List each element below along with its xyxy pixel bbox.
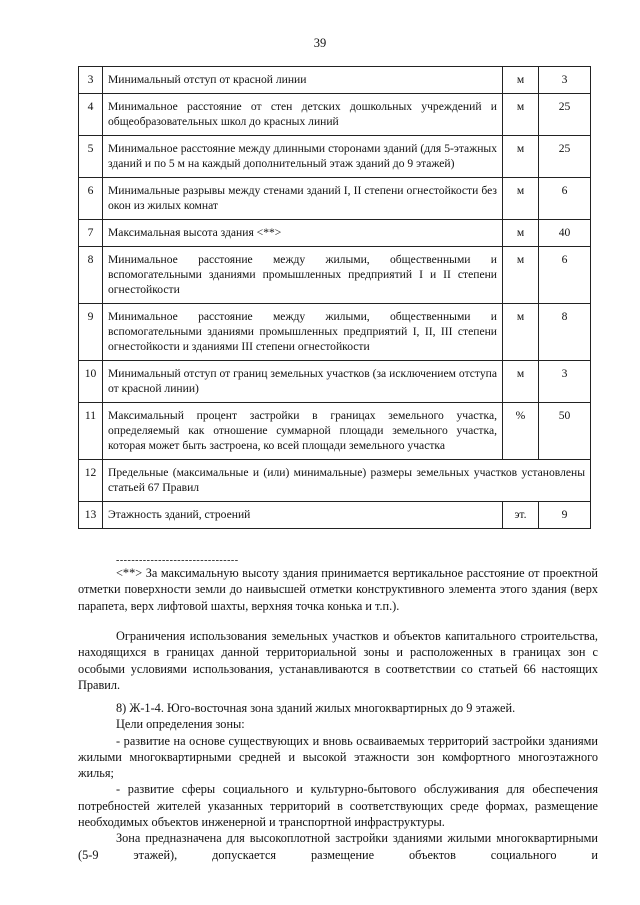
- row-number: 8: [79, 247, 103, 304]
- row-unit: м: [503, 67, 539, 94]
- restrictions-block: [78, 628, 598, 693]
- row-unit: м: [503, 136, 539, 178]
- row-value: 3: [539, 361, 591, 403]
- footnote-text: <**> За максимальную высоту здания принимается вертикальное расстояние от проектной отметки поверхности земли до наивысшей отметки конструктивного элемента этого здания (верх парапета, верх лифтовой шахты, верхняя точка конька и т.п.).: [78, 566, 598, 613]
- table-row: [79, 136, 591, 178]
- row-number: 3: [79, 67, 103, 94]
- row-unit: м: [503, 304, 539, 361]
- table-row: [79, 67, 591, 94]
- row-description: Минимальное расстояние между длинными сторонами зданий (для 5-этажных зданий и по 5 м на каждый дополнительный этаж зданий до 9 этажей): [103, 136, 503, 178]
- row-number: 13: [79, 502, 103, 529]
- zone-goals-label: Цели определения зоны:: [116, 717, 245, 732]
- table-row: [79, 460, 591, 502]
- row-unit: м: [503, 247, 539, 304]
- table-row: [79, 502, 591, 529]
- table-row: [79, 94, 591, 136]
- row-description: Минимальное расстояние между жилыми, общественными и вспомогательными зданиями промышленных предприятий I и II степени огнестойкости: [103, 247, 503, 304]
- table-row: [79, 247, 591, 304]
- row-number: 4: [79, 94, 103, 136]
- row-number: 6: [79, 178, 103, 220]
- row-description: Максимальный процент застройки в границах земельного участка, определяемый как отношение суммарной площади земельного участка, которая может быть застроена, ко всей площади земельного участка: [103, 403, 503, 460]
- row-value: 3: [539, 67, 591, 94]
- table-row: [79, 178, 591, 220]
- row-description: Максимальная высота здания <**>: [103, 220, 503, 247]
- parameters-table-body: [79, 67, 591, 529]
- parameters-table: [78, 66, 591, 529]
- row-unit: м: [503, 94, 539, 136]
- row-value: 50: [539, 403, 591, 460]
- row-value: 25: [539, 94, 591, 136]
- row-unit: %: [503, 403, 539, 460]
- table-row: [79, 361, 591, 403]
- row-unit: м: [503, 178, 539, 220]
- row-unit: м: [503, 220, 539, 247]
- row-unit: м: [503, 361, 539, 403]
- zone-goal-1: - развитие на основе существующих и вновь осваиваемых территорий застройки зданиями жилыми многоквартирными средней и высокой этажности зон комфортного многоэтажного жилья;: [78, 733, 598, 781]
- row-value: 6: [539, 247, 591, 304]
- row-number: 11: [79, 403, 103, 460]
- row-description: Минимальное расстояние от стен детских дошкольных учреждений и общеобразовательных школ до красных линий: [103, 94, 503, 136]
- table-row: [79, 220, 591, 247]
- row-description: Предельные (максимальные и (или) минимальные) размеры земельных участков установлены статьей 67 Правил: [103, 460, 591, 502]
- footnote-separator: --------------------------------: [116, 555, 239, 566]
- row-number: 5: [79, 136, 103, 178]
- row-number: 12: [79, 460, 103, 502]
- restrictions-text: Ограничения использования земельных участков и объектов капитального строительства, находящихся в границах данной территориальной зоны и расположенных в границах зон с особыми условиями использования, устанавливаются в соответствии со статьей 66 настоящих Правил.: [78, 629, 598, 692]
- row-value: 6: [539, 178, 591, 220]
- row-description: Минимальный отступ от границ земельных участков (за исключением отступа от красной линии): [103, 361, 503, 403]
- row-description: Минимальный отступ от красной линии: [103, 67, 503, 94]
- row-description: Минимальные разрывы между стенами зданий I, II степени огнестойкости без окон из жилых комнат: [103, 178, 503, 220]
- row-number: 10: [79, 361, 103, 403]
- row-number: 7: [79, 220, 103, 247]
- table-row: [79, 304, 591, 361]
- zone-purpose: Зона предназначена для высокоплотной застройки зданиями жилыми многоквартирными (5-9 этажей), допускается размещение объектов социального и: [78, 831, 598, 862]
- table-row: [79, 403, 591, 460]
- footnote-block: [78, 565, 598, 614]
- row-number: 9: [79, 304, 103, 361]
- row-unit: эт.: [503, 502, 539, 529]
- row-description: Этажность зданий, строений: [103, 502, 503, 529]
- row-value: 9: [539, 502, 591, 529]
- row-description: Минимальное расстояние между жилыми, общественными и вспомогательными зданиями промышленных предприятий I, II, III степени огнестойкости и зданиями III степени огнестойкости: [103, 304, 503, 361]
- zone-goal-2: - развитие сферы социального и культурно-бытового обслуживания для обеспечения потребностей жителей указанных территорий в соответствующих среде формах, размещение необходимых объектов инженерной и транспортной инфраструктуры.: [78, 782, 598, 830]
- page-number: 39: [313, 36, 327, 50]
- zone-heading: 8) Ж-1-4. Юго-восточная зона зданий жилых многоквартирных до 9 этажей.: [116, 701, 516, 715]
- row-value: 25: [539, 136, 591, 178]
- row-value: 8: [539, 304, 591, 361]
- row-value: 40: [539, 220, 591, 247]
- zone-section: [78, 700, 598, 863]
